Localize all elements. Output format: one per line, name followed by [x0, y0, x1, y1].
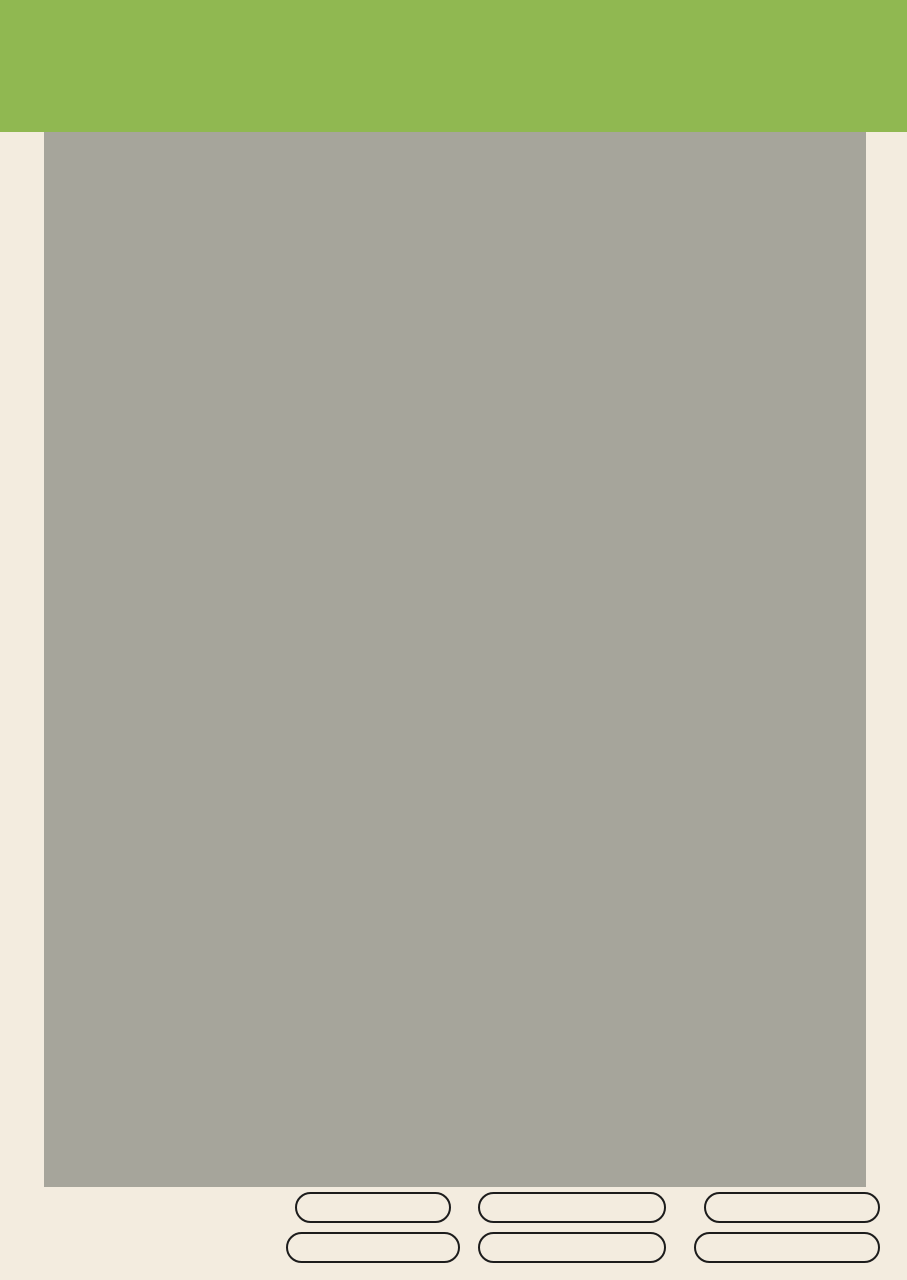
calendar-grid	[44, 132, 866, 1187]
legend-pill-stained-glass	[478, 1192, 666, 1223]
bird-icon	[797, 48, 895, 124]
legend-pill-zunda-stand	[694, 1232, 880, 1263]
flower-garland-icon	[0, 0, 907, 58]
legend-pill-midori	[295, 1192, 451, 1223]
legend-pill-tozai	[286, 1232, 460, 1263]
legend-pill-haremachi	[704, 1192, 880, 1223]
legend-pill-matsumoto	[478, 1232, 666, 1263]
poster-header	[0, 0, 907, 132]
